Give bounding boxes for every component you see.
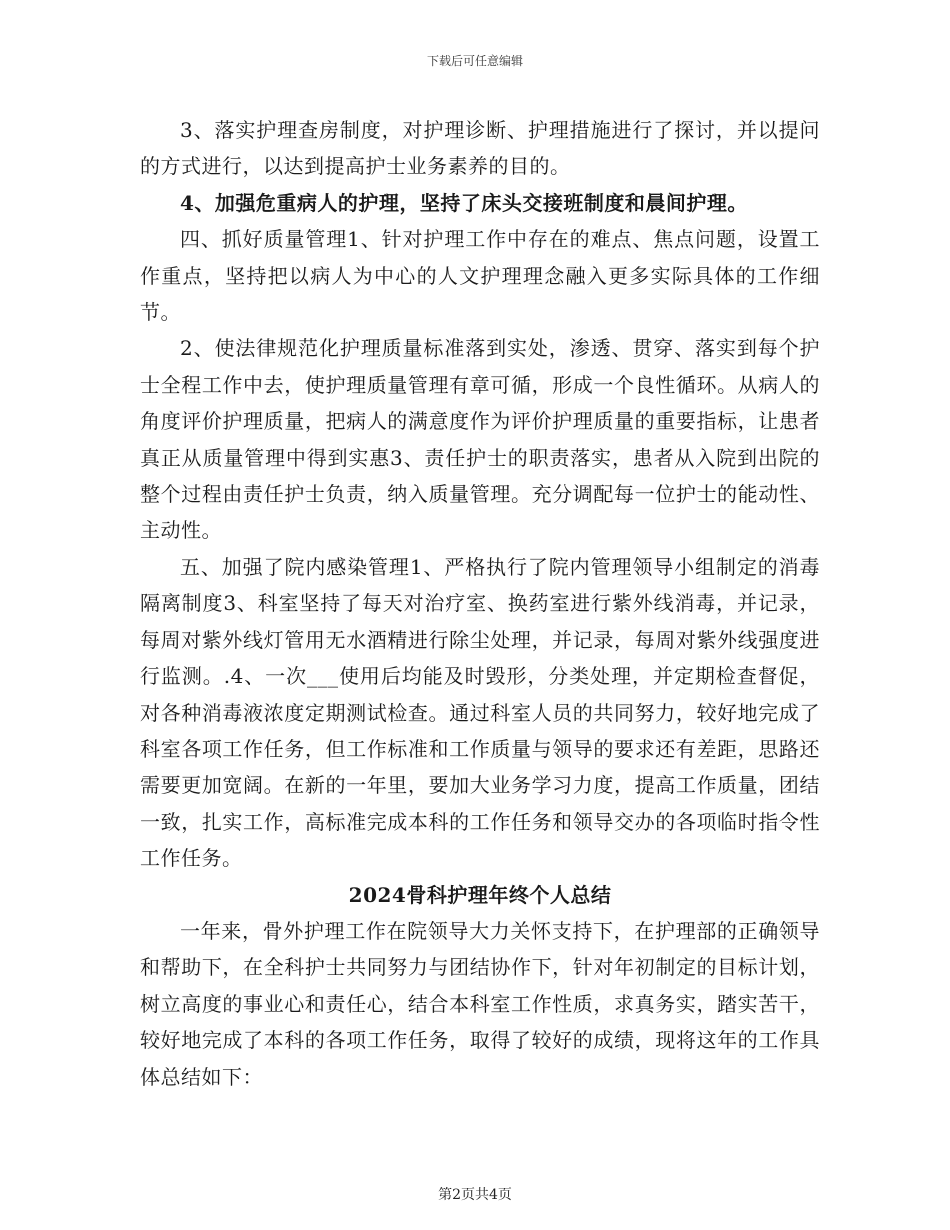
- paragraph-critical-care: 4、加强危重病人的护理，坚持了床头交接班制度和晨间护理。: [180, 190, 748, 215]
- page-header: 下载后可任意编辑: [426, 54, 523, 68]
- paragraph-intro: 一年来，骨外护理工作在院领导大力关怀支持下，在护理部的正确领导和帮助下，在全科护士共同努力与团结协作下，针对年初制定的目标计划，树立高度的事业心和责任心，结合本科室工作性质，求真务实，踏实苦干，较好地完成了本科的各项工作任务，取得了较好的成绩，现将这年的工作具体总结如下：: [140, 918, 820, 1089]
- paragraph-quality-standards: 2、使法律规范化护理质量标准落到实处，渗透、贯穿、落实到每个护士全程工作中去，使护理质量管理有章可循，形成一个良性循环。从病人的角度评价护理质量，把病人的满意度作为评价护理质量的重要指标，让患者真正从质量管理中得到实惠3、责任护士的职责落实，患者从入院到出院的整个过程由责任护士负责，纳入质量管理。充分调配每一位护士的能动性、主动性。: [140, 336, 820, 543]
- page-number: 第2页共4页: [438, 1187, 512, 1203]
- document-body: [140, 112, 820, 1095]
- paragraph-ward-rounds: 3、落实护理查房制度，对护理诊断、护理措施进行了探讨，并以提问的方式进行，以达到提高护士业务素养的目的。: [140, 118, 820, 179]
- paragraph-infection-control: 五、加强了院内感染管理1、严格执行了院内管理领导小组制定的消毒隔离制度3、科室坚持了每天对治疗室、换药室进行紫外线消毒，并记录，每周对紫外线灯管用无水酒精进行除尘处理，并记录，每周对紫外线强度进行监测。.4、一次___使用后均能及时毁形，分类处理，并定期检查督促，对各种消毒液浓度定期测试检查。通过科室人员的共同努力，较好地完成了科室各项工作任务，但工作标准和工作质量与领导的要求还有差距，思路还需要更加宽阔。在新的一年里，要加大业务学习力度，提高工作质量，团结一致，扎实工作，高标准完成本科的工作任务和领导交办的各项临时指令性工作任务。: [140, 554, 820, 871]
- section-title: 2024骨科护理年终个人总结: [348, 882, 612, 907]
- paragraph-quality-management: 四、抓好质量管理1、针对护理工作中存在的难点、焦点问题，设置工作重点，坚持把以病人为中心的人文护理理念融入更多实际具体的工作细节。: [140, 227, 820, 325]
